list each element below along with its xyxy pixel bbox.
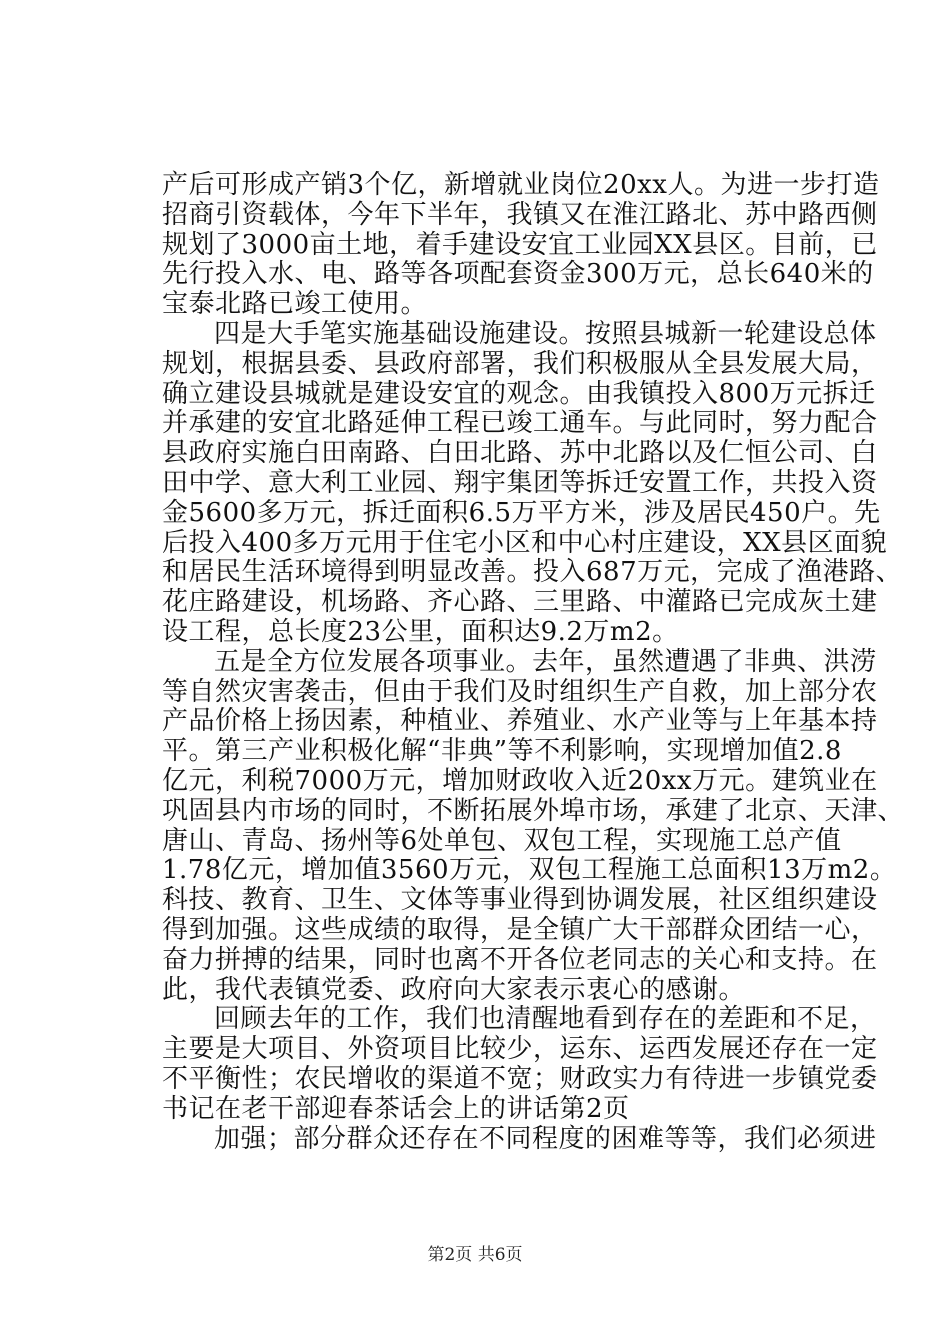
text-line: 奋力拼搏的结果，同时也离不开各位老同志的关心和支持。在 [162,944,878,975]
text-line: 1.78亿元，增加值3560万元，双包工程施工总面积13万m2。 [162,855,897,886]
text-line: 科技、教育、卫生、文体等事业得到协调发展，社区组织建设 [162,885,878,916]
text-line: 确立建设县城就是建设安宜的观念。由我镇投入800万元拆迁 [162,378,876,409]
text-line: 后投入400多万元用于住宅小区和中心村庄建设，XX县区面貌 [162,527,888,558]
text-line: 产后可形成产销3个亿，新增就业岗位20xx人。为进一步打造 [162,170,880,200]
text-line: 巩固县内市场的同时，不断拓展外埠市场，承建了北京、天津、 [162,795,905,826]
text-line: 规划，根据县委、县政府部署，我们积极服从全县发展大局， [162,348,878,379]
paragraph-start-line: 加强；部分群众还存在不同程度的困难等等，我们必须进 [214,1123,877,1154]
text-line: 规划了3000亩土地，着手建设安宜工业园XX县区。目前，已 [162,229,878,260]
text-line: 先行投入水、电、路等各项配套资金300万元，总长640米的 [162,259,874,290]
text-line: 等自然灾害袭击，但由于我们及时组织生产自救，加上部分农 [162,676,878,707]
text-line: 宝泰北路已竣工使用。 [162,289,428,320]
paragraph-start-line: 回顾去年的工作，我们也清醒地看到存在的差距和不足， [214,1004,877,1035]
text-line: 主要是大项目、外资项目比较少，运东、运西发展还存在一定 [162,1034,878,1065]
text-line: 花庄路建设，机场路、齐心路、三里路、中灌路已完成灰土建 [162,587,878,618]
page-footer: 第2页 共6页 [427,1245,523,1265]
text-line: 得到加强。这些成绩的取得，是全镇广大干部群众团结一心， [162,915,878,945]
text-line: 书记在老干部迎春茶话会上的讲话第2页 [162,1093,630,1124]
text-line: 和居民生活环境得到明显改善。投入687万元，完成了渔港路、 [162,557,903,588]
text-line: 不平衡性；农民增收的渠道不宽；财政实力有待进一步镇党委 [162,1064,878,1094]
text-line: 唐山、青岛、扬州等6处单包、双包工程，实现施工总产值 [162,825,842,856]
text-line: 此，我代表镇党委、政府向大家表示衷心的感谢。 [162,974,746,1005]
text-line: 金5600多万元，拆迁面积6.5万平方米，涉及居民450户。先 [162,497,881,528]
text-line: 亿元，利税7000万元，增加财政收入近20xx万元。建筑业在 [162,766,878,796]
text-line: 招商引资载体，今年下半年，我镇又在淮江路北、苏中路西侧 [162,199,878,230]
paragraph-start-line: 四是大手笔实施基础设施建设。按照县城新一轮建设总体 [214,319,877,349]
paragraph-start-line: 五是全方位发展各项事业。去年，虽然遭遇了非典、洪涝 [214,646,877,677]
text-line: 县政府实施白田南路、白田北路、苏中北路以及仁恒公司、白 [162,438,878,469]
text-line: 平。第三产业积极化解“非典”等不利影响，实现增加值2.8 [162,736,842,767]
text-line: 田中学、意大利工业园、翔宇集团等拆迁安置工作，共投入资 [162,468,878,498]
text-line: 产品价格上扬因素，种植业、养殖业、水产业等与上年基本持 [162,706,878,737]
text-line: 设工程，总长度23公里，面积达9.2万m2。 [162,617,679,647]
text-line: 并承建的安宜北路延伸工程已竣工通车。与此同时，努力配合 [162,408,878,439]
